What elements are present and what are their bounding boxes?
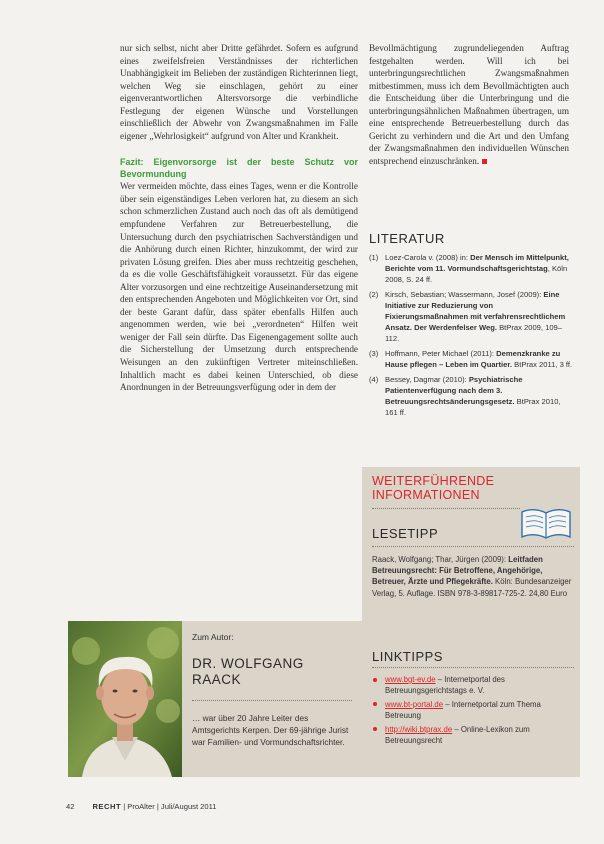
article-paragraph: nur sich selbst, nicht aber Dritte gefährdet. Sofern es aufgrund eines zweifelsfreien Verständnisses der richterlichen Unabhängigkeit im Belieben der zuständigen Richterinnen liegt, welchen Weg sie einschlagen, gehört zu einer eigenverantwortlichen Altersvorsorge die verbindliche Festlegung der eigenen Wünsche und Vorstellungen einschließlich der Abwehr von Zwangsmaßnahmen im Falle eigener „Wehrlosigkeit“ aufgrund von Alter und Krankheit. (120, 43, 358, 141)
author-name (192, 656, 304, 688)
link-item (372, 674, 577, 696)
end-square-icon (482, 159, 487, 164)
article-paragraph: Wer vermeiden möchte, dass eines Tages, wenn er die Kontrolle über sein eigenständiges Leben verloren hat, zu diesem an sich schon schmerzlichen Zustand auch noch das oft als demütigend empfundene Verfahren zur Betreuerbestellung, die Untersuchung durch den psychiatrischen Sachverständigen und die Anhörung durch einen Richter, hinzukommt, der wird zur privaten Lösung greifen. Dies aber muss rechtzeitig geschehen, da es die volle Geschäftsfähigkeit voraussetzt. Für das eigene Alter vorzusorgen und eine rechtzeitige Auseinandersetzung mit den entsprechenden Angeboten und Möglichkeiten vor Ort, sind der beste Garant dafür, dass später ebenfalls Hilfen auch angenommen werden, wie bei „verordneten“ Hilfen weit weniger der Fall sein dürfte. Das Eigenengagement sollte auch die Sicherstellung der Umsetzung durch entsprechende Weisungen an den zukünftigen Vertreter miteinschließen. Inhaltlich macht es dabei keinen Unterschied, ob diese Anordnungen in der Betreuungsverfügung oder in dem der (120, 181, 358, 393)
lesetipp-title: Leitfaden Betreuungsrecht: Für Betroffene, Angehörige, Betreuer, Ärzte und Pflegekräfte. (372, 555, 543, 587)
link-url[interactable]: http://wiki.btprax.de (385, 724, 453, 734)
literature-author: Loez-Carola v. (2008) in: (385, 253, 471, 262)
link-description: – Internetportal des Betreuungsgerichtstags e. V. (385, 675, 505, 696)
author-bio: … war über 20 Jahre Leiter des Amtsgerichts Kerpen. Der 69-jährige Jurist war Familien- und Vormundschaftsrichter. (192, 713, 349, 747)
literature-title: Der Mensch im Mittelpunkt, Berichte vom 11. Vormundschaftsgerichtstag (385, 253, 569, 273)
link-item (372, 724, 577, 746)
lesetipp-heading: LESETIPP (372, 526, 439, 541)
link-item (372, 699, 577, 721)
info-heading-line: INFORMATIONEN (372, 488, 480, 502)
divider (372, 546, 574, 547)
author-name-line: DR. WOLFGANG (192, 656, 304, 671)
open-book-icon (520, 506, 572, 542)
right-column (369, 42, 569, 167)
fazit-heading: Fazit: Eigenvorsorge ist der beste Schutz vor Bevormundung (120, 157, 358, 180)
literature-source: , Köln 2008, S. 24 ff. (385, 264, 568, 284)
literature-list (369, 252, 574, 422)
literature-item (369, 289, 574, 344)
literature-title: Demenzkranke zu Hause pflegen – Leben im Quartier. (385, 349, 561, 369)
lesetipp-text (372, 554, 574, 599)
lesetipp-author: Raack, Wolfgang; Thar, Jürgen (2009): (372, 555, 509, 564)
literature-number: (1) (369, 253, 379, 262)
divider (372, 667, 574, 668)
divider (372, 508, 520, 509)
literature-number: (2) (369, 290, 379, 299)
magazine-section: RECHT (92, 802, 122, 811)
author-photo (68, 621, 182, 777)
lesetipp-publisher: Köln: Bundesanzeiger Verlag, 5. Auflage. ISBN 978-3-89817-725-2. 24,80 Euro (372, 577, 572, 598)
link-url[interactable]: www.bgt-ev.de (385, 675, 436, 684)
literature-source: BtPrax 2009, 109–112. (385, 323, 562, 343)
literature-source: BtPrax 2011, 3 ff. (512, 360, 573, 369)
literature-title: Psychiatrische Patientenverfügung nach dem 3. Betreuungsrechtsänderungsgesetz. (385, 375, 523, 406)
literatur-heading: LITERATUR (369, 231, 445, 246)
left-column (120, 42, 358, 394)
article-paragraph (369, 42, 569, 167)
literature-title: Eine Initiative zur Reduzierung von Fixierungsmaßnahmen mit verfahrensrechtlichem Ansatz. Der Werdenfelser Weg. (385, 290, 566, 332)
literature-number: (4) (369, 375, 379, 384)
article-paragraph-text: Bevollmächtigung zugrundeliegenden Auftrag festgehalten werden. Will ich bei unterbringungsrechtlichen Zwangsmaßnahmen mitbestimmen, muss ich dem Bevollmächtigten auch die Entscheidung über die Unterbringung und die unterbringungsähnlichen Maßnahmen übertragen, um eine entsprechende Betreuerbestellung durch das Gericht zu verhindern und die Art und den Umfang der Zwangsmaßnahmen den individuellen Wünschen entsprechend einzuschränken. (369, 43, 569, 166)
page-footer (66, 802, 217, 811)
literature-source: BtPrax 2010, 161 ff. (385, 397, 561, 417)
author-name-line: RAACK (192, 672, 242, 687)
literature-number: (3) (369, 349, 379, 358)
link-description: – Internetportal zum Thema Betreuung (385, 699, 541, 721)
magazine-issue: | ProAlter | Juli/August 2011 (121, 802, 217, 811)
literature-author: Bessey, Dagmar (2010): (385, 375, 469, 384)
literature-item (369, 374, 574, 418)
link-list (372, 674, 577, 749)
literature-author: Kirsch, Sebastian; Wassermann, Josef (2009): (385, 290, 544, 299)
literature-item (369, 348, 574, 370)
page-number: 42 (66, 802, 75, 811)
divider (192, 700, 352, 701)
literature-author: Hoffmann, Peter Michael (2011): (385, 349, 497, 358)
info-heading-line: WEITERFÜHRENDE (372, 474, 495, 488)
link-description: – Online-Lexikon zum Betreuungsrecht (385, 724, 530, 746)
linktipps-heading: LINKTIPPS (372, 649, 443, 664)
link-url[interactable]: www.bt-portal.de (385, 699, 444, 709)
info-heading (372, 474, 494, 502)
author-label: Zum Autor: (192, 632, 234, 642)
literature-item (369, 252, 574, 285)
